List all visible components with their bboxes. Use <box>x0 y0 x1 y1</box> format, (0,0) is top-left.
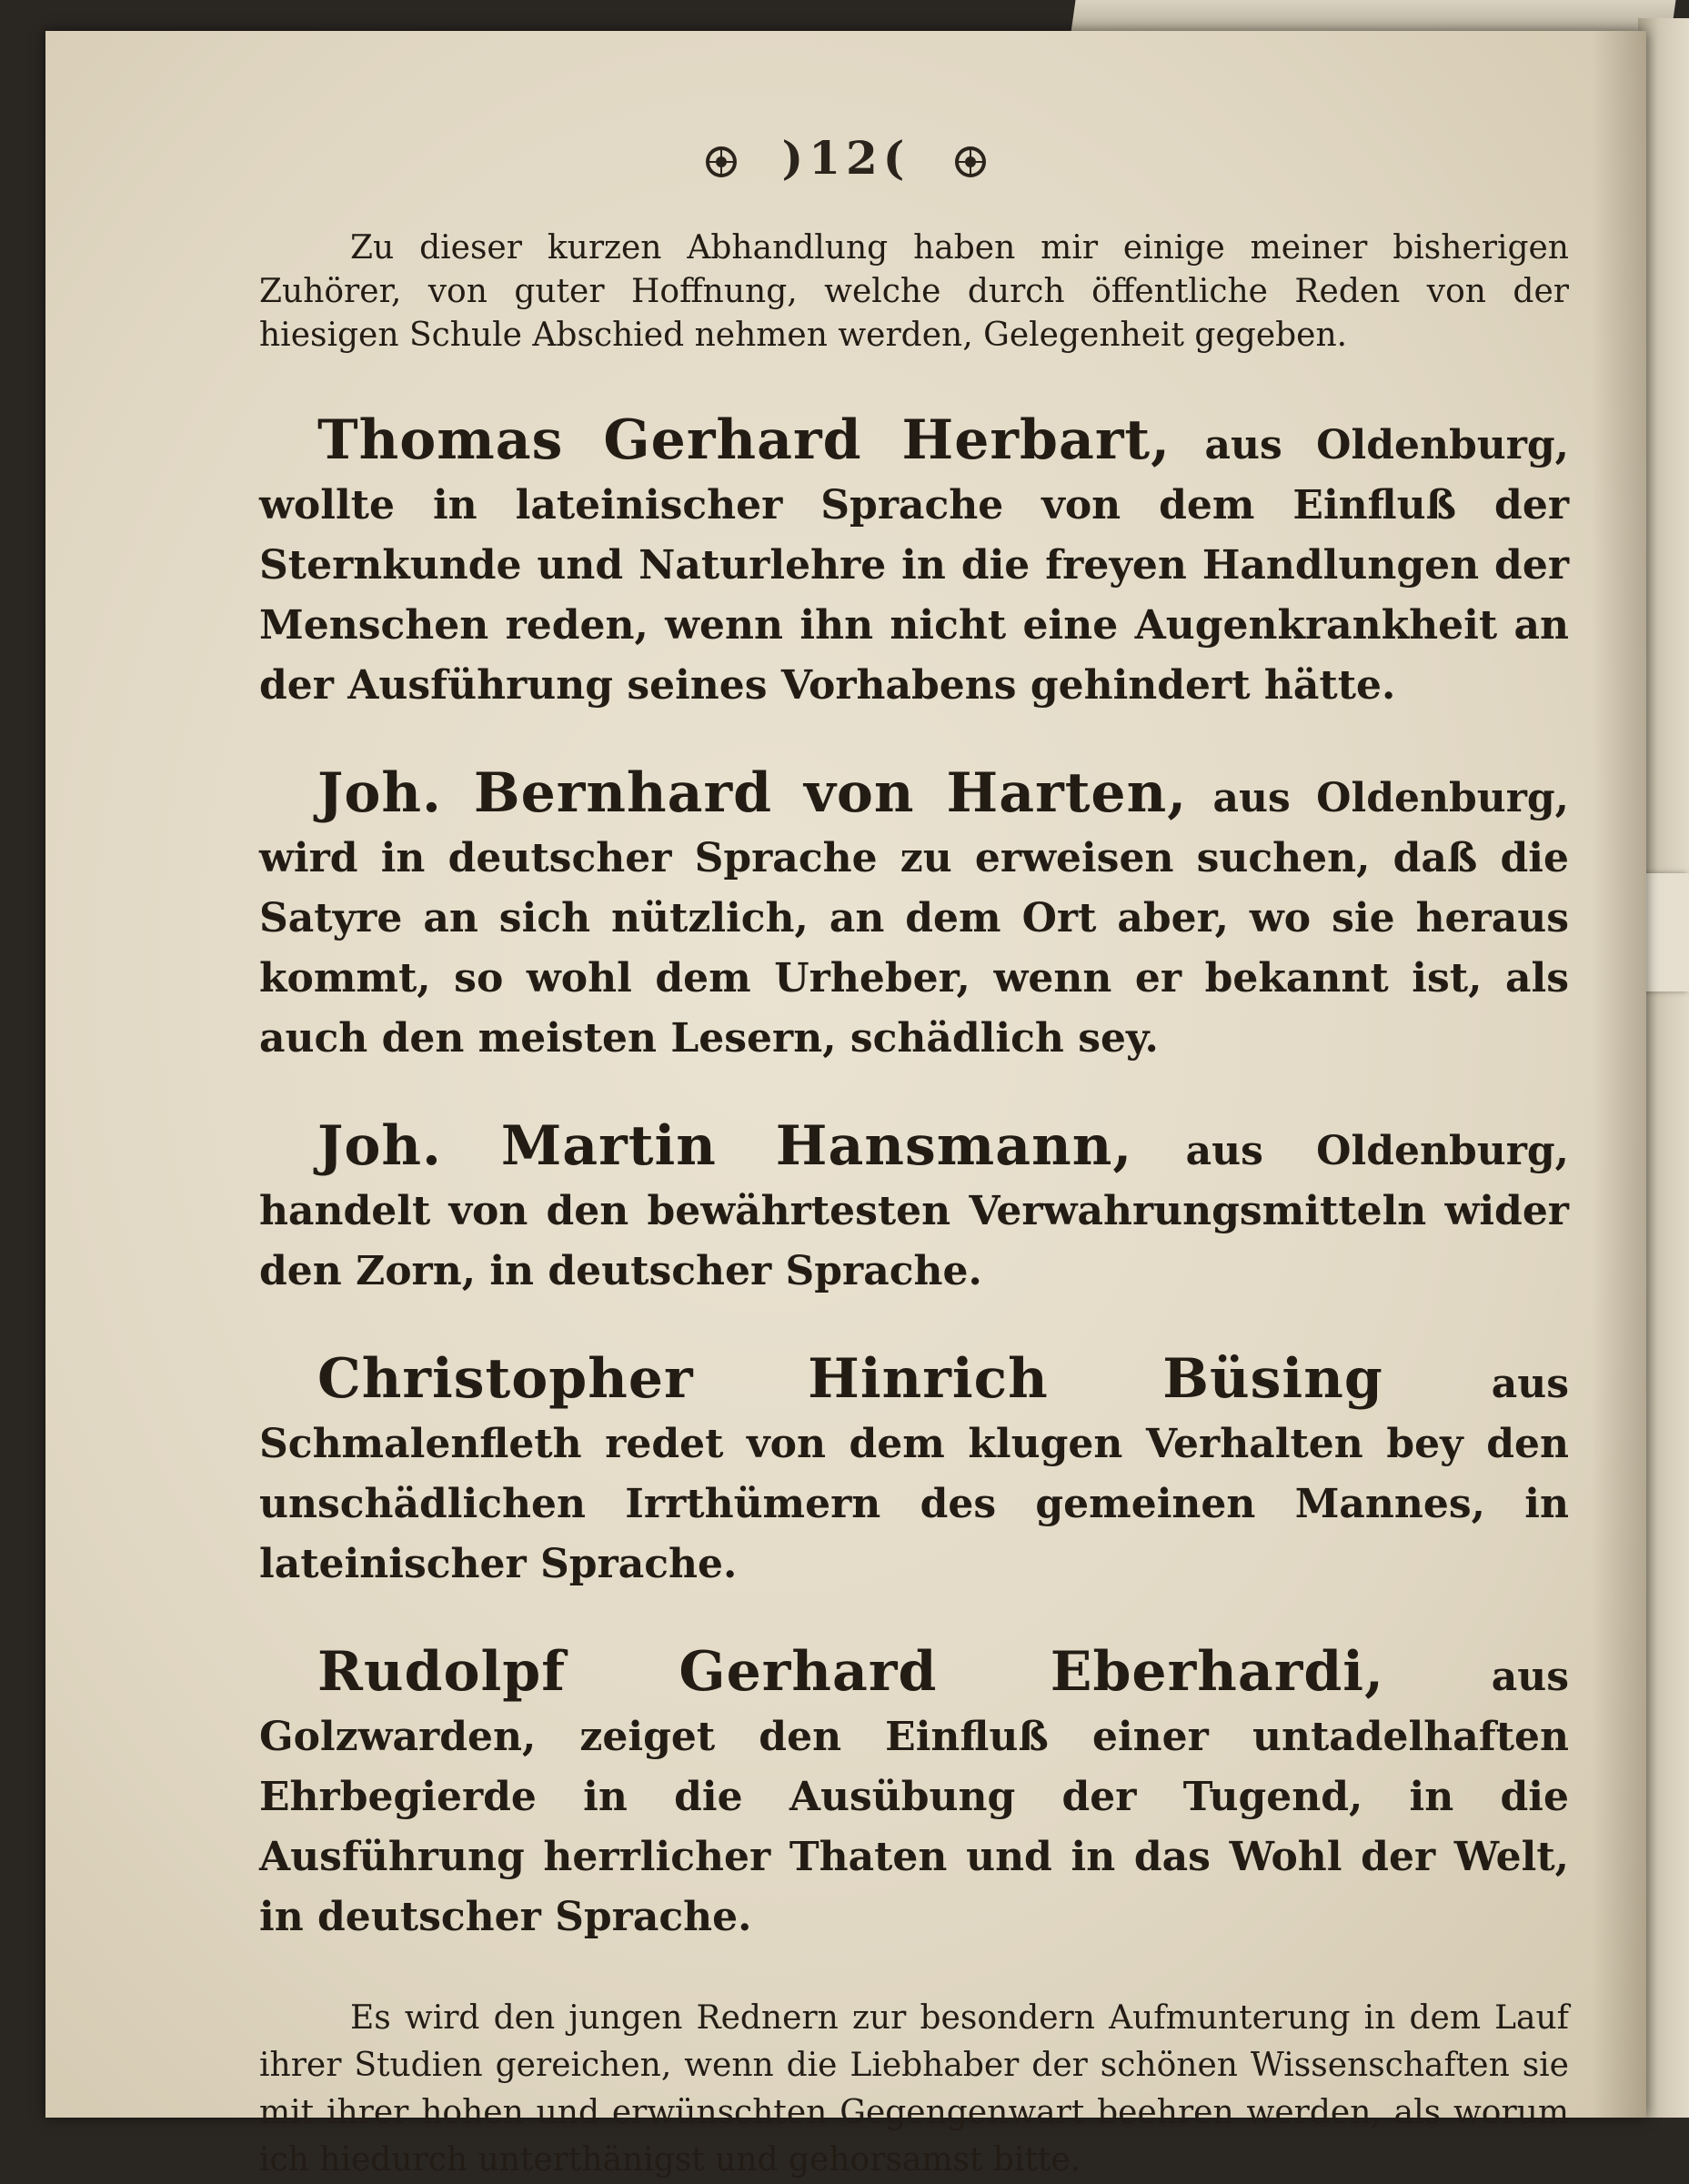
speaker-name: Rudolpf Gerhard Eberhardi, <box>317 1640 1384 1704</box>
page-header <box>45 131 1646 185</box>
speaker-topic: aus Oldenburg, wird in deutscher Sprache zu erweisen suchen, daß die Satyre an sich nützlich, an dem Ort aber, wo sie heraus kommt, so wohl dem Urheber, wenn er bekannt ist, als auch den meisten Lesern, schädlich sey. <box>259 775 1570 1062</box>
entry-herbart <box>259 410 1569 716</box>
page-edge-top <box>1071 0 1675 33</box>
speaker-name: Joh. Martin Hansmann, <box>317 1114 1133 1178</box>
ornament-left-icon <box>704 145 739 179</box>
speaker-topic: aus Schmalenfleth redet von dem klugen Verhalten bey den unschädlichen Irrthümern des gemeinen Mannes, in lateinischer Sprache. <box>259 1361 1569 1587</box>
entry-buesing <box>259 1349 1569 1595</box>
speaker-topic: aus Oldenburg, handelt von den bewährtesten Verwahrungsmitteln wider den Zorn, in deutscher Sprache. <box>259 1128 1569 1294</box>
speaker-topic: aus Oldenburg, wollte in lateinischer Sprache von dem Einfluß der Sternkunde und Naturlehre in die freyen Handlungen der Menschen reden, wenn ihn nicht eine Augenkrankheit an der Ausführung seines Vorhabens gehindert hätte. <box>259 422 1569 709</box>
closing-paragraph: Es wird den jungen Rednern zur besondern Aufmunterung in dem Lauf ihrer Studien gereichen, wenn die Liebhaber der schönen Wissenschaften sie mit ihrer hohen und erwünschten Gegengenwart beehren werden, als worum ich hiedurch unterthänigst und gehorsamst bitte. <box>259 1999 1569 2179</box>
entry-harten <box>259 763 1569 1069</box>
page-body <box>259 226 1569 2184</box>
speaker-name: Christopher Hinrich Büsing <box>317 1347 1383 1411</box>
speaker-topic: aus Golzwarden, zeiget den Einfluß einer untadelhaften Ehrbegierde in die Ausübung der Tugend, in die Ausführung herrlicher Thaten und in das Wohl der Welt, in deutscher Sprache. <box>259 1654 1569 1940</box>
ornament-right-icon <box>953 145 988 179</box>
entry-eberhardi <box>259 1642 1569 1947</box>
book-page <box>45 31 1646 2179</box>
entry-hansmann <box>259 1116 1569 1302</box>
speaker-name: Joh. Bernhard von Harten, <box>317 761 1188 825</box>
speaker-name: Thomas Gerhard Herbart, <box>317 408 1171 472</box>
intro-paragraph: Zu dieser kurzen Abhandlung haben mir einige meiner bisherigen Zuhörer, von guter Hoffnung, welche durch öffentliche Reden von der hiesigen Schule Abschied nehmen werden, Gelegenheit gegeben. <box>259 229 1569 354</box>
page-number: )12( <box>781 131 910 185</box>
